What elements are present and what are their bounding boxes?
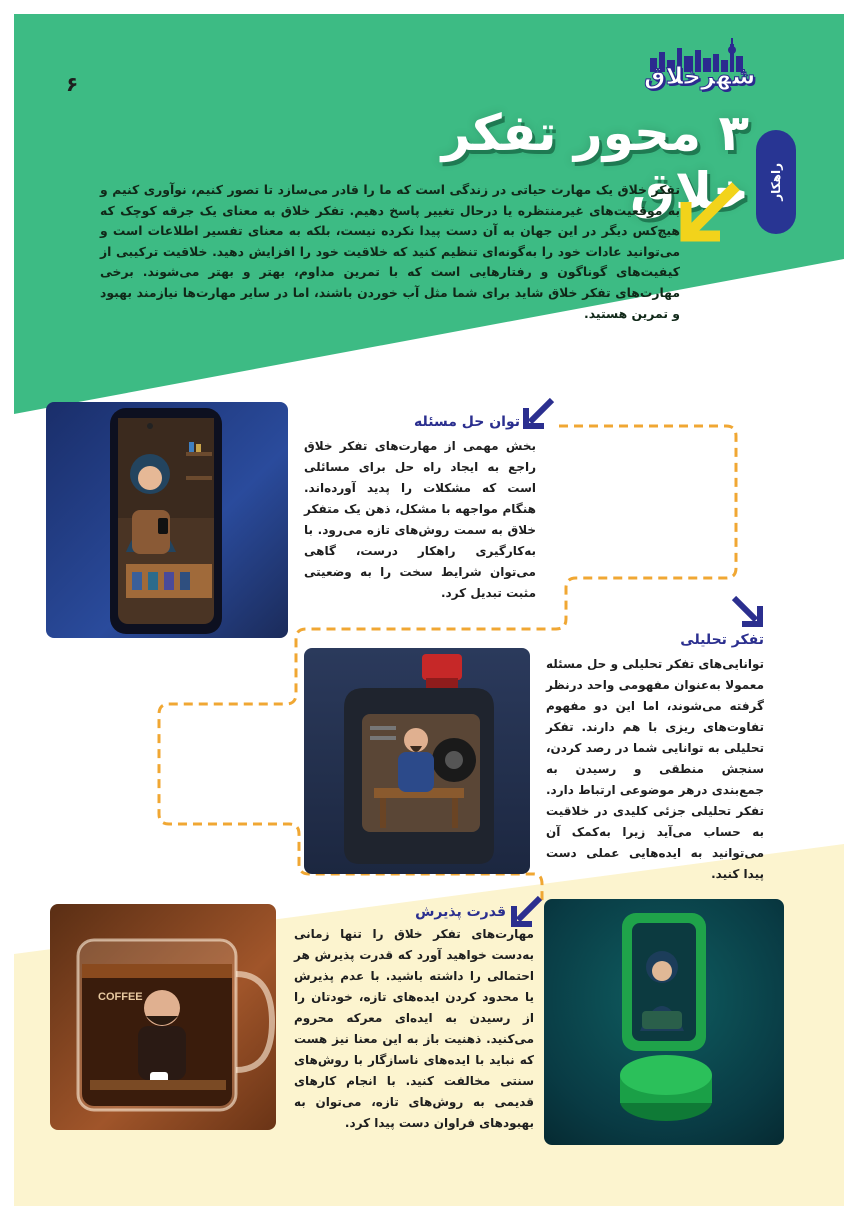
page-title: ۳ محور تفکر خلاق	[441, 104, 749, 220]
barista-in-mug-image	[50, 904, 276, 1130]
section-body-analytical-thinking: توانایی‌های تفکر تحلیلی و حل مسئله معمولا به‌عنوان مفهومی واحد درنظر گرفته می‌شوند، اما این دو مفهوم تفاوت‌های ریزی با هم دارند. تفکر تحلیلی به توانایی شما در رصد کردن، سنجش منطقی و رسیدن به جمع‌بندی درهر موضوعی ارتباط دارد. تفکر تحلیلی جزئی کلیدی در خلاقیت به حساب می‌آید زیرا به‌کمک آن می‌توانید به ایده‌هایی عملی دست پیدا کنید.	[546, 657, 764, 881]
section-body-problem-solving: بخش مهمی از مهارت‌های تفکر خلاق راجع به ایجاد راه حل برای مسائلی است که مشکلات را پدید آورده‌اند. هنگام مواجهه با مشکل، ذهن یک متفکر خلاق به سمت روش‌های تازه می‌رود. با به‌کارگیری راهکار درست، گاهی می‌توان شرایط سخت را به وضعیتی مثبت تبدیل کرد.	[304, 439, 536, 600]
woman-in-exclamation-image	[544, 899, 784, 1145]
section-body-acceptance: مهارت‌های تفکر خلاق را تنها زمانی به‌دست خواهید آورد که قدرت پذیرش هر احتمالی را داشته باشید. با عدم پذیرش یا محدود کردن ایده‌های تازه، خودتان را از رسیدن به ایده‌ای معرکه محروم می‌کنید. ذهنیت باز به این معنا نیز هست که نباید با ایده‌های ناسازگار با روش‌های سنتی مخالفت کنید. با انجام کارهای قدیمی به روش‌های تازه، می‌توان به بهبودهای فراوان دست پیدا کرد.	[294, 927, 534, 1130]
magazine-logo	[644, 38, 756, 100]
exclamation-illustration	[544, 899, 784, 1145]
woman-in-phone-image	[46, 402, 288, 638]
section-title-acceptance: قدرت پذیرش	[415, 904, 506, 920]
yellow-arrow-icon	[678, 180, 742, 244]
magazine-page	[14, 14, 844, 1206]
page-number: ۶	[66, 72, 79, 96]
jug-illustration	[304, 648, 530, 874]
intro-paragraph: تفکر خلاق یک مهارت حیاتی در زندگی است که ما را قادر می‌سازد تا تصور کنیم، نوآوری کنیم و به موقعیت‌های غیرمنتظره یا درحال تغییر پاسخ دهیم. تفکر خلاق به معنای یک جرقه کوچک که هیچ‌کس دیگر در این جهان به آن دست پیدا نکرده نیست، بلکه به معنای تفسیر اطلاعات است و می‌توانید عادات خود را به‌گونه‌ای تنظیم کنید که خلاقیت خود را افزایش دهید. خلاقیت ترکیبی از کیفیت‌های گوناگون و رفتارهایی است که با تمرین مداوم، بهتر و بهتر می‌شوند. برخی مهارت‌های تفکر خلاق شاید برای شما مثل آب خوردن باشند، اما در سایر مهارت‌ها نیازمند بهبود و تمرین هستید.	[100, 182, 680, 321]
navy-arrow-icon	[730, 594, 766, 630]
side-tab-text: راهکار	[769, 163, 783, 201]
side-tab-label	[756, 130, 796, 234]
logo-text: شهرخلاق	[644, 62, 756, 90]
navy-arrow-icon	[520, 396, 556, 432]
coffee-mug-illustration	[50, 904, 276, 1130]
section-title-analytical-thinking: تفکر تحلیلی	[680, 632, 764, 648]
section-title-problem-solving: توان حل مسئله	[414, 414, 520, 430]
mug-coffee-label: COFFEE	[98, 991, 143, 1003]
phone-illustration	[46, 402, 288, 638]
mechanic-in-jug-image	[304, 648, 530, 874]
